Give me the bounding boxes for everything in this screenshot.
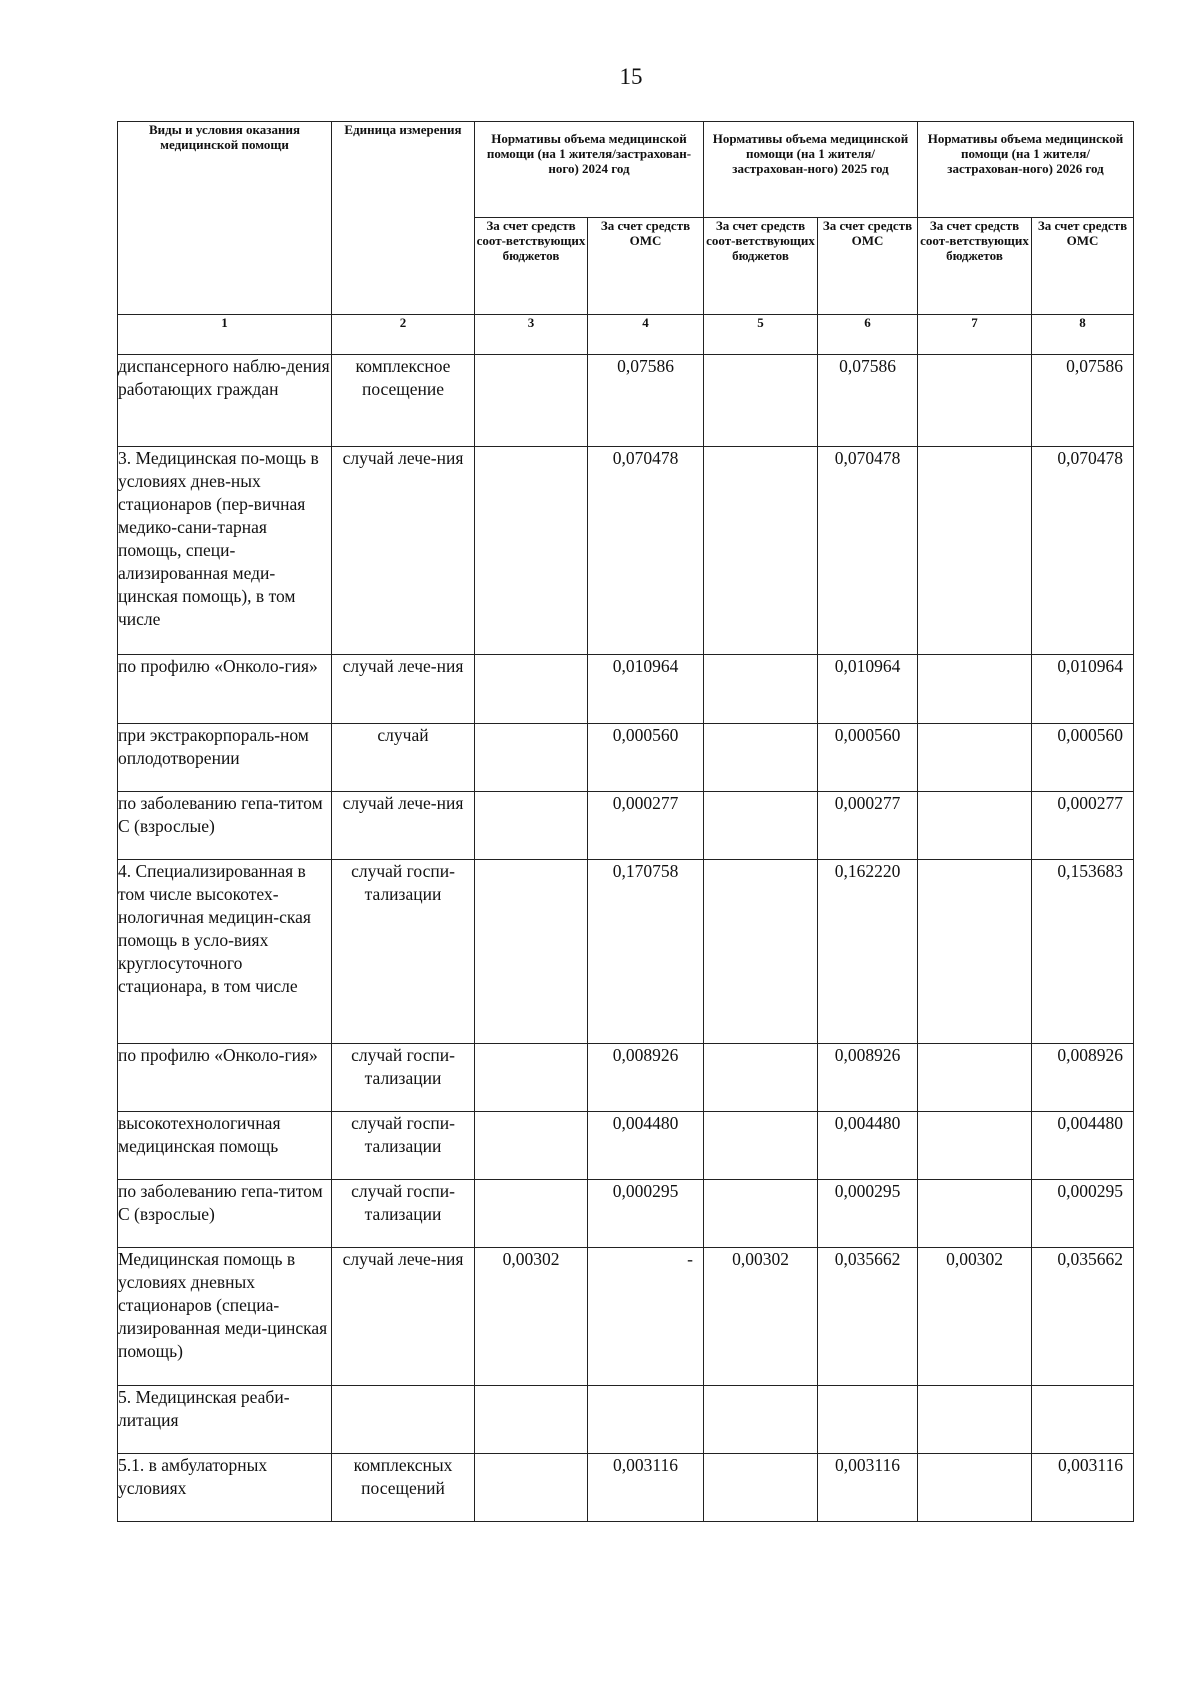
value-cell [475, 1386, 588, 1454]
column-number: 5 [704, 315, 818, 355]
value-cell [918, 1180, 1032, 1248]
header-group-2026: Нормативы объема медицинской помощи (на 1 жителя/застрахован-ного) 2026 год [918, 122, 1134, 218]
kind-cell: при экстракорпораль-ном оплодотворении [118, 724, 332, 792]
value-cell [918, 1112, 1032, 1180]
value-cell: 0,000560 [588, 724, 704, 792]
value-cell [918, 1044, 1032, 1112]
value-cell: 0,00302 [704, 1248, 818, 1386]
table-row [118, 860, 1134, 1044]
column-number: 4 [588, 315, 704, 355]
value-cell [918, 355, 1032, 447]
unit-cell: случай лече-ния [332, 655, 475, 724]
kind-cell: по профилю «Онколо-гия» [118, 1044, 332, 1112]
value-cell: 0,010964 [588, 655, 704, 724]
value-cell [704, 1044, 818, 1112]
value-cell: 0,07586 [818, 355, 918, 447]
column-number: 2 [332, 315, 475, 355]
column-number: 1 [118, 315, 332, 355]
value-cell: 0,153683 [1032, 860, 1134, 1044]
table-row [118, 1044, 1134, 1112]
kind-cell: 5. Медицинская реаби-литация [118, 1386, 332, 1454]
value-cell [704, 355, 818, 447]
kind-cell: по заболеванию гепа-титом С (взрослые) [118, 1180, 332, 1248]
value-cell [475, 860, 588, 1044]
kind-cell: высокотехнологичная медицинская помощь [118, 1112, 332, 1180]
value-cell [475, 792, 588, 860]
unit-cell: случай госпи-тализации [332, 860, 475, 1044]
value-cell: 0,003116 [818, 1454, 918, 1522]
value-cell [704, 1386, 818, 1454]
value-cell: 0,000560 [1032, 724, 1134, 792]
value-cell [704, 655, 818, 724]
table-row [118, 1112, 1134, 1180]
unit-cell [332, 1386, 475, 1454]
header-group-2024: Нормативы объема медицинской помощи (на 1 жителя/застрахован-ного) 2024 год [475, 122, 704, 218]
unit-cell: случай лече-ния [332, 1248, 475, 1386]
value-cell [475, 724, 588, 792]
header-group-2025: Нормативы объема медицинской помощи (на 1 жителя/застрахован-ного) 2025 год [704, 122, 918, 218]
value-cell [918, 655, 1032, 724]
value-cell: 0,07586 [1032, 355, 1134, 447]
value-cell: 0,003116 [588, 1454, 704, 1522]
value-cell: 0,000295 [588, 1180, 704, 1248]
value-cell: 0,004480 [1032, 1112, 1134, 1180]
value-cell: 0,008926 [818, 1044, 918, 1112]
table-row [118, 724, 1134, 792]
value-cell: 0,010964 [1032, 655, 1134, 724]
page-number: 15 [619, 64, 643, 89]
value-cell [918, 447, 1032, 655]
value-cell [704, 1112, 818, 1180]
header-unit: Единица измерения [332, 122, 475, 315]
header-sub-budget-2026: За счет средств соот-ветствующих бюджетов [918, 218, 1032, 315]
table-row [118, 1454, 1134, 1522]
header-sub-oms-2025: За счет средств ОМС [818, 218, 918, 315]
value-cell: 0,07586 [588, 355, 704, 447]
value-cell [475, 355, 588, 447]
value-cell [475, 1454, 588, 1522]
value-cell [704, 1454, 818, 1522]
unit-cell: случай [332, 724, 475, 792]
value-cell: 0,000560 [818, 724, 918, 792]
table-row [118, 792, 1134, 860]
header-sub-oms-2026: За счет средств ОМС [1032, 218, 1134, 315]
value-cell [475, 447, 588, 655]
value-cell: 0,004480 [818, 1112, 918, 1180]
kind-cell: Медицинская помощь в условиях дневных стационаров (специа-лизированная меди-цинская помощь) [118, 1248, 332, 1386]
value-cell [704, 447, 818, 655]
value-cell: 0,000277 [588, 792, 704, 860]
unit-cell: случай госпи-тализации [332, 1180, 475, 1248]
header-sub-oms-2024: За счет средств ОМС [588, 218, 704, 315]
column-number: 7 [918, 315, 1032, 355]
kind-cell: по профилю «Онколо-гия» [118, 655, 332, 724]
unit-cell: случай госпи-тализации [332, 1044, 475, 1112]
value-cell [918, 792, 1032, 860]
kind-cell: 4. Специализированная в том числе высокотех-нологичная медицин-ская помощь в усло-виях круглосуточного стационара, в том числе [118, 860, 332, 1044]
value-cell [475, 1112, 588, 1180]
header-sub-budget-2024: За счет средств соот-ветствующих бюджетов [475, 218, 588, 315]
value-cell [475, 655, 588, 724]
value-cell: 0,070478 [1032, 447, 1134, 655]
kind-cell: диспансерного наблю-дения работающих граждан [118, 355, 332, 447]
value-cell [704, 724, 818, 792]
value-cell [588, 1386, 704, 1454]
value-cell: 0,035662 [818, 1248, 918, 1386]
value-cell [475, 1180, 588, 1248]
value-cell: 0,070478 [818, 447, 918, 655]
column-number: 3 [475, 315, 588, 355]
value-cell: 0,000277 [818, 792, 918, 860]
value-cell [918, 1386, 1032, 1454]
unit-cell: случай госпи-тализации [332, 1112, 475, 1180]
value-cell: 0,008926 [588, 1044, 704, 1112]
value-cell: 0,000295 [1032, 1180, 1134, 1248]
table-row [118, 1248, 1134, 1386]
value-cell: 0,00302 [475, 1248, 588, 1386]
unit-cell: комплексное посещение [332, 355, 475, 447]
table-row [118, 1180, 1134, 1248]
table-row [118, 355, 1134, 447]
value-cell [704, 1180, 818, 1248]
table-row [118, 447, 1134, 655]
value-cell [704, 860, 818, 1044]
table-row [118, 1386, 1134, 1454]
value-cell: 0,00302 [918, 1248, 1032, 1386]
value-cell [918, 860, 1032, 1044]
value-cell: 0,008926 [1032, 1044, 1134, 1112]
unit-cell: случай лече-ния [332, 792, 475, 860]
kind-cell: 3. Медицинская по-мощь в условиях днев-ных стационаров (пер-вичная медико-сани-тарная помощь, специ-ализированная меди-цинская помощь), в том числе [118, 447, 332, 655]
value-cell [918, 1454, 1032, 1522]
unit-cell: случай лече-ния [332, 447, 475, 655]
column-number: 6 [818, 315, 918, 355]
value-cell: 0,070478 [588, 447, 704, 655]
value-cell: - [588, 1248, 704, 1386]
value-cell [818, 1386, 918, 1454]
value-cell: 0,170758 [588, 860, 704, 1044]
value-cell [1032, 1386, 1134, 1454]
table-row [118, 655, 1134, 724]
header-kind: Виды и условия оказания медицинской помощи [118, 122, 332, 315]
value-cell [704, 792, 818, 860]
column-number: 8 [1032, 315, 1134, 355]
unit-cell: комплексных посещений [332, 1454, 475, 1522]
kind-cell: 5.1. в амбулаторных условиях [118, 1454, 332, 1522]
value-cell: 0,162220 [818, 860, 918, 1044]
value-cell [918, 724, 1032, 792]
kind-cell: по заболеванию гепа-титом С (взрослые) [118, 792, 332, 860]
value-cell: 0,000295 [818, 1180, 918, 1248]
value-cell: 0,000277 [1032, 792, 1134, 860]
header-sub-budget-2025: За счет средств соот-ветствующих бюджетов [704, 218, 818, 315]
norms-table [117, 121, 1134, 1522]
value-cell: 0,003116 [1032, 1454, 1134, 1522]
value-cell: 0,035662 [1032, 1248, 1134, 1386]
value-cell: 0,010964 [818, 655, 918, 724]
value-cell [475, 1044, 588, 1112]
value-cell: 0,004480 [588, 1112, 704, 1180]
